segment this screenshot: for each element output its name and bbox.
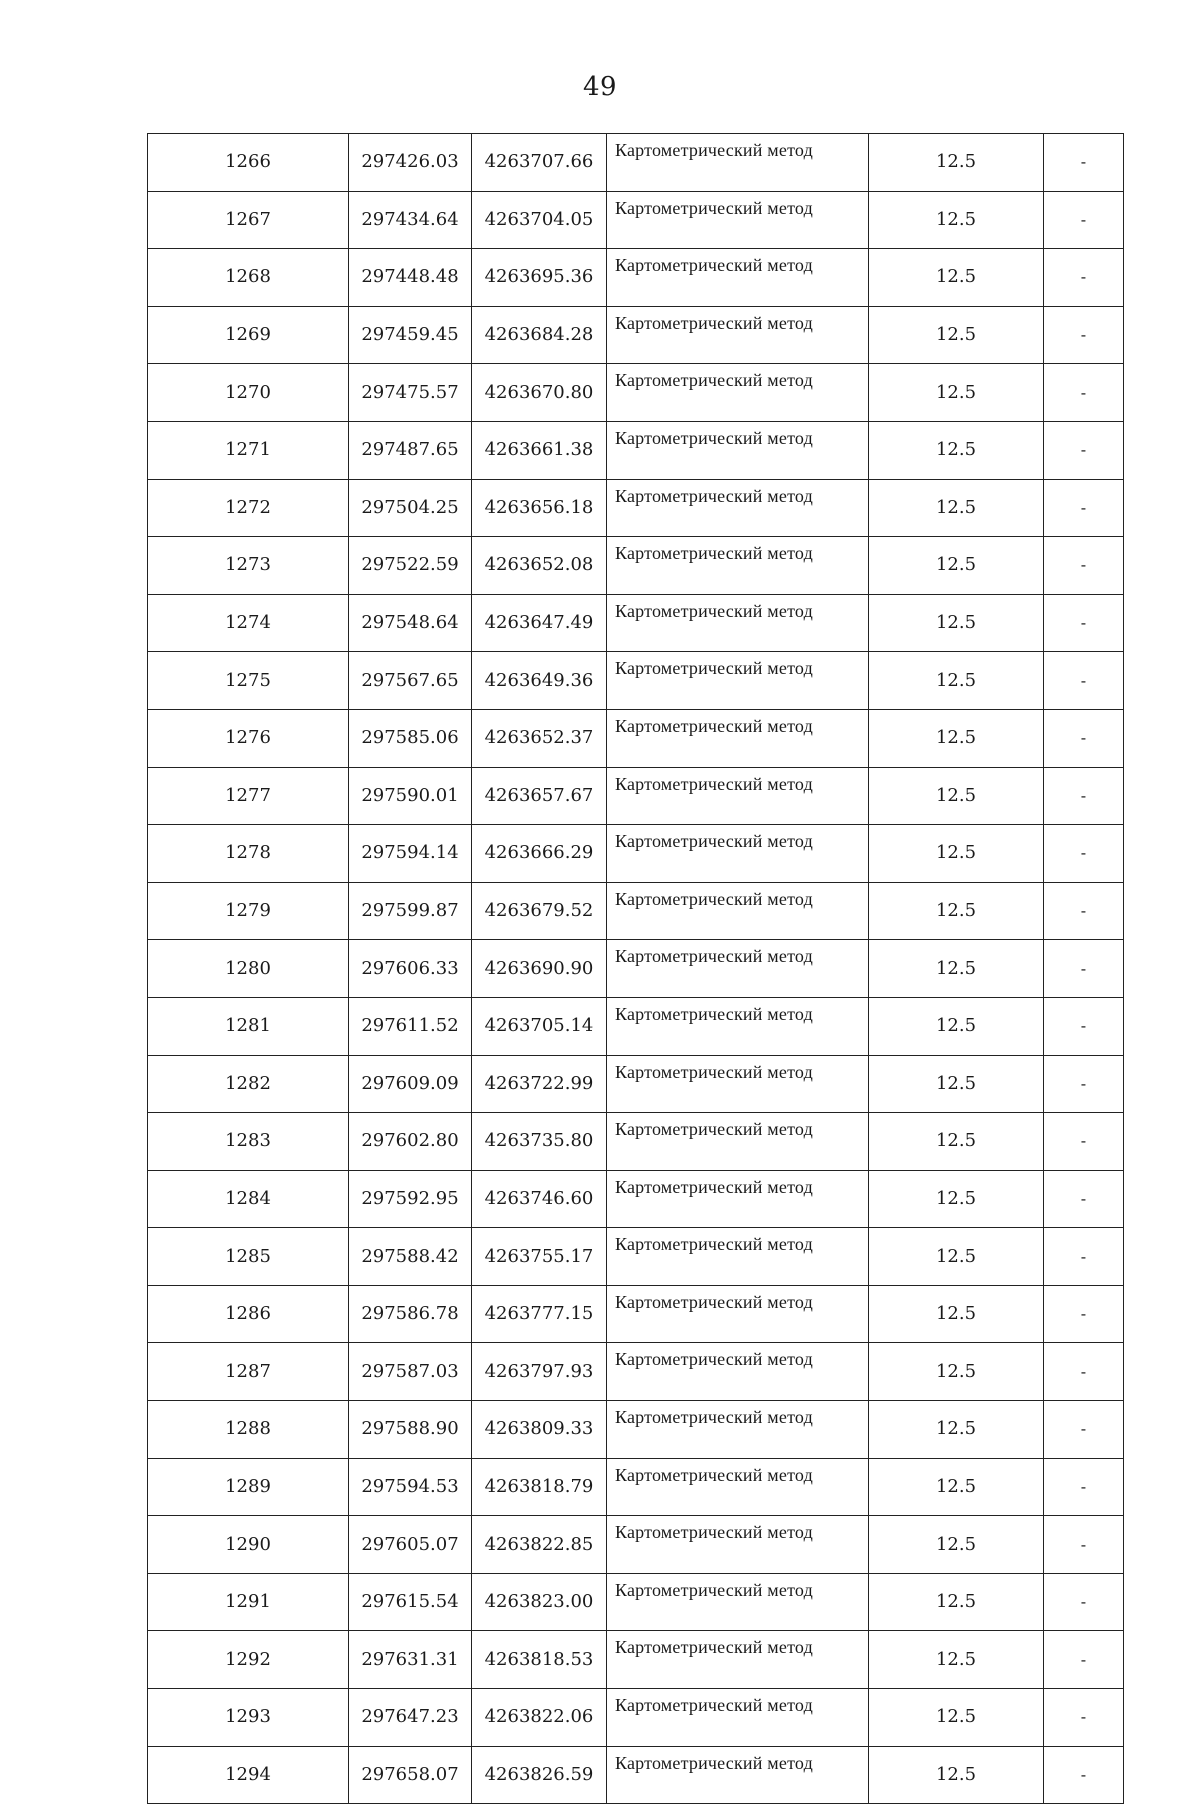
x-coordinate-cell: 297504.25 [349,479,472,537]
table-row [148,364,1124,422]
x-coordinate-cell: 297588.42 [349,1228,472,1286]
table-row [148,421,1124,479]
description-cell: - [1044,652,1124,710]
accuracy-cell: 12.5 [869,306,1044,364]
method-cell: Картометрический метод [607,1228,869,1286]
y-coordinate-cell: 4263822.06 [472,1689,607,1747]
point-number-cell: 1274 [148,594,349,652]
description-cell: - [1044,997,1124,1055]
table-row [148,997,1124,1055]
method-cell: Картометрический метод [607,1631,869,1689]
accuracy-cell: 12.5 [869,191,1044,249]
y-coordinate-cell: 4263695.36 [472,249,607,307]
method-cell: Картометрический метод [607,1170,869,1228]
description-cell: - [1044,1631,1124,1689]
point-number-cell: 1277 [148,767,349,825]
y-coordinate-cell: 4263670.80 [472,364,607,422]
y-coordinate-cell: 4263818.79 [472,1458,607,1516]
method-cell: Картометрический метод [607,940,869,998]
accuracy-cell: 12.5 [869,1285,1044,1343]
description-cell: - [1044,940,1124,998]
y-coordinate-cell: 4263652.37 [472,709,607,767]
method-cell: Картометрический метод [607,825,869,883]
description-cell: - [1044,594,1124,652]
accuracy-cell: 12.5 [869,479,1044,537]
point-number-cell: 1285 [148,1228,349,1286]
x-coordinate-cell: 297548.64 [349,594,472,652]
method-cell: Картометрический метод [607,1343,869,1401]
point-number-cell: 1286 [148,1285,349,1343]
method-cell: Картометрический метод [607,1746,869,1804]
accuracy-cell: 12.5 [869,652,1044,710]
x-coordinate-cell: 297586.78 [349,1285,472,1343]
x-coordinate-cell: 297658.07 [349,1746,472,1804]
accuracy-cell: 12.5 [869,825,1044,883]
method-cell: Картометрический метод [607,1573,869,1631]
method-cell: Картометрический метод [607,1458,869,1516]
table-row [148,1113,1124,1171]
table-row [148,940,1124,998]
table-row [148,479,1124,537]
description-cell: - [1044,1458,1124,1516]
description-cell: - [1044,421,1124,479]
x-coordinate-cell: 297606.33 [349,940,472,998]
description-cell: - [1044,709,1124,767]
description-cell: - [1044,191,1124,249]
method-cell: Картометрический метод [607,421,869,479]
y-coordinate-cell: 4263707.66 [472,134,607,192]
description-cell: - [1044,1055,1124,1113]
table-row [148,249,1124,307]
y-coordinate-cell: 4263826.59 [472,1746,607,1804]
accuracy-cell: 12.5 [869,1516,1044,1574]
table-row [148,306,1124,364]
description-cell: - [1044,479,1124,537]
x-coordinate-cell: 297588.90 [349,1401,472,1459]
method-cell: Картометрический метод [607,537,869,595]
y-coordinate-cell: 4263777.15 [472,1285,607,1343]
accuracy-cell: 12.5 [869,537,1044,595]
description-cell: - [1044,1113,1124,1171]
description-cell: - [1044,767,1124,825]
method-cell: Картометрический метод [607,1689,869,1747]
table-row [148,709,1124,767]
description-cell: - [1044,1401,1124,1459]
point-number-cell: 1293 [148,1689,349,1747]
method-cell: Картометрический метод [607,191,869,249]
y-coordinate-cell: 4263647.49 [472,594,607,652]
method-cell: Картометрический метод [607,767,869,825]
point-number-cell: 1266 [148,134,349,192]
x-coordinate-cell: 297647.23 [349,1689,472,1747]
accuracy-cell: 12.5 [869,1113,1044,1171]
description-cell: - [1044,364,1124,422]
point-number-cell: 1275 [148,652,349,710]
x-coordinate-cell: 297594.53 [349,1458,472,1516]
y-coordinate-cell: 4263823.00 [472,1573,607,1631]
accuracy-cell: 12.5 [869,767,1044,825]
method-cell: Картометрический метод [607,364,869,422]
accuracy-cell: 12.5 [869,997,1044,1055]
x-coordinate-cell: 297631.31 [349,1631,472,1689]
point-number-cell: 1287 [148,1343,349,1401]
point-number-cell: 1294 [148,1746,349,1804]
table-row [148,1573,1124,1631]
x-coordinate-cell: 297609.09 [349,1055,472,1113]
point-number-cell: 1284 [148,1170,349,1228]
point-number-cell: 1280 [148,940,349,998]
description-cell: - [1044,1746,1124,1804]
page-number: 49 [582,72,618,102]
method-cell: Картометрический метод [607,652,869,710]
description-cell: - [1044,306,1124,364]
point-number-cell: 1288 [148,1401,349,1459]
x-coordinate-cell: 297605.07 [349,1516,472,1574]
accuracy-cell: 12.5 [869,1055,1044,1113]
y-coordinate-cell: 4263661.38 [472,421,607,479]
table-row [148,134,1124,192]
description-cell: - [1044,134,1124,192]
method-cell: Картометрический метод [607,306,869,364]
x-coordinate-cell: 297590.01 [349,767,472,825]
method-cell: Картометрический метод [607,1401,869,1459]
x-coordinate-cell: 297522.59 [349,537,472,595]
table-row [148,1746,1124,1804]
table-row [148,1689,1124,1747]
point-number-cell: 1290 [148,1516,349,1574]
point-number-cell: 1279 [148,882,349,940]
accuracy-cell: 12.5 [869,134,1044,192]
y-coordinate-cell: 4263735.80 [472,1113,607,1171]
table-row [148,1228,1124,1286]
y-coordinate-cell: 4263746.60 [472,1170,607,1228]
table-row [148,1631,1124,1689]
accuracy-cell: 12.5 [869,421,1044,479]
x-coordinate-cell: 297487.65 [349,421,472,479]
coordinates-table [147,133,1124,1804]
y-coordinate-cell: 4263818.53 [472,1631,607,1689]
y-coordinate-cell: 4263666.29 [472,825,607,883]
y-coordinate-cell: 4263649.36 [472,652,607,710]
table-row [148,882,1124,940]
coordinates-table-body [148,134,1124,1804]
description-cell: - [1044,1516,1124,1574]
x-coordinate-cell: 297475.57 [349,364,472,422]
description-cell: - [1044,1285,1124,1343]
point-number-cell: 1291 [148,1573,349,1631]
accuracy-cell: 12.5 [869,1343,1044,1401]
method-cell: Картометрический метод [607,1516,869,1574]
y-coordinate-cell: 4263679.52 [472,882,607,940]
x-coordinate-cell: 297459.45 [349,306,472,364]
x-coordinate-cell: 297567.65 [349,652,472,710]
description-cell: - [1044,882,1124,940]
accuracy-cell: 12.5 [869,709,1044,767]
accuracy-cell: 12.5 [869,1228,1044,1286]
x-coordinate-cell: 297434.64 [349,191,472,249]
x-coordinate-cell: 297602.80 [349,1113,472,1171]
point-number-cell: 1273 [148,537,349,595]
description-cell: - [1044,1573,1124,1631]
method-cell: Картометрический метод [607,882,869,940]
method-cell: Картометрический метод [607,1285,869,1343]
method-cell: Картометрический метод [607,709,869,767]
x-coordinate-cell: 297594.14 [349,825,472,883]
x-coordinate-cell: 297611.52 [349,997,472,1055]
accuracy-cell: 12.5 [869,1401,1044,1459]
method-cell: Картометрический метод [607,1055,869,1113]
method-cell: Картометрический метод [607,249,869,307]
y-coordinate-cell: 4263656.18 [472,479,607,537]
x-coordinate-cell: 297426.03 [349,134,472,192]
table-row [148,1401,1124,1459]
x-coordinate-cell: 297615.54 [349,1573,472,1631]
point-number-cell: 1272 [148,479,349,537]
point-number-cell: 1278 [148,825,349,883]
table-row [148,652,1124,710]
method-cell: Картометрический метод [607,594,869,652]
y-coordinate-cell: 4263809.33 [472,1401,607,1459]
table-row [148,825,1124,883]
accuracy-cell: 12.5 [869,940,1044,998]
accuracy-cell: 12.5 [869,594,1044,652]
description-cell: - [1044,1228,1124,1286]
y-coordinate-cell: 4263822.85 [472,1516,607,1574]
point-number-cell: 1271 [148,421,349,479]
y-coordinate-cell: 4263705.14 [472,997,607,1055]
y-coordinate-cell: 4263722.99 [472,1055,607,1113]
accuracy-cell: 12.5 [869,1746,1044,1804]
description-cell: - [1044,249,1124,307]
table-row [148,1343,1124,1401]
description-cell: - [1044,537,1124,595]
point-number-cell: 1269 [148,306,349,364]
method-cell: Картометрический метод [607,134,869,192]
accuracy-cell: 12.5 [869,364,1044,422]
description-cell: - [1044,1689,1124,1747]
method-cell: Картометрический метод [607,1113,869,1171]
table-row [148,1170,1124,1228]
description-cell: - [1044,825,1124,883]
table-row [148,537,1124,595]
accuracy-cell: 12.5 [869,1573,1044,1631]
method-cell: Картометрический метод [607,479,869,537]
point-number-cell: 1276 [148,709,349,767]
point-number-cell: 1270 [148,364,349,422]
description-cell: - [1044,1343,1124,1401]
point-number-cell: 1267 [148,191,349,249]
table-row [148,1285,1124,1343]
y-coordinate-cell: 4263652.08 [472,537,607,595]
accuracy-cell: 12.5 [869,1458,1044,1516]
y-coordinate-cell: 4263755.17 [472,1228,607,1286]
point-number-cell: 1283 [148,1113,349,1171]
table-row [148,1055,1124,1113]
accuracy-cell: 12.5 [869,882,1044,940]
accuracy-cell: 12.5 [869,249,1044,307]
x-coordinate-cell: 297592.95 [349,1170,472,1228]
description-cell: - [1044,1170,1124,1228]
point-number-cell: 1268 [148,249,349,307]
y-coordinate-cell: 4263797.93 [472,1343,607,1401]
table-row [148,594,1124,652]
point-number-cell: 1289 [148,1458,349,1516]
accuracy-cell: 12.5 [869,1170,1044,1228]
y-coordinate-cell: 4263684.28 [472,306,607,364]
point-number-cell: 1281 [148,997,349,1055]
table-row [148,1516,1124,1574]
table-row [148,767,1124,825]
point-number-cell: 1282 [148,1055,349,1113]
table-row [148,1458,1124,1516]
x-coordinate-cell: 297599.87 [349,882,472,940]
table-row [148,191,1124,249]
y-coordinate-cell: 4263704.05 [472,191,607,249]
x-coordinate-cell: 297585.06 [349,709,472,767]
method-cell: Картометрический метод [607,997,869,1055]
point-number-cell: 1292 [148,1631,349,1689]
y-coordinate-cell: 4263657.67 [472,767,607,825]
accuracy-cell: 12.5 [869,1631,1044,1689]
x-coordinate-cell: 297587.03 [349,1343,472,1401]
y-coordinate-cell: 4263690.90 [472,940,607,998]
x-coordinate-cell: 297448.48 [349,249,472,307]
accuracy-cell: 12.5 [869,1689,1044,1747]
